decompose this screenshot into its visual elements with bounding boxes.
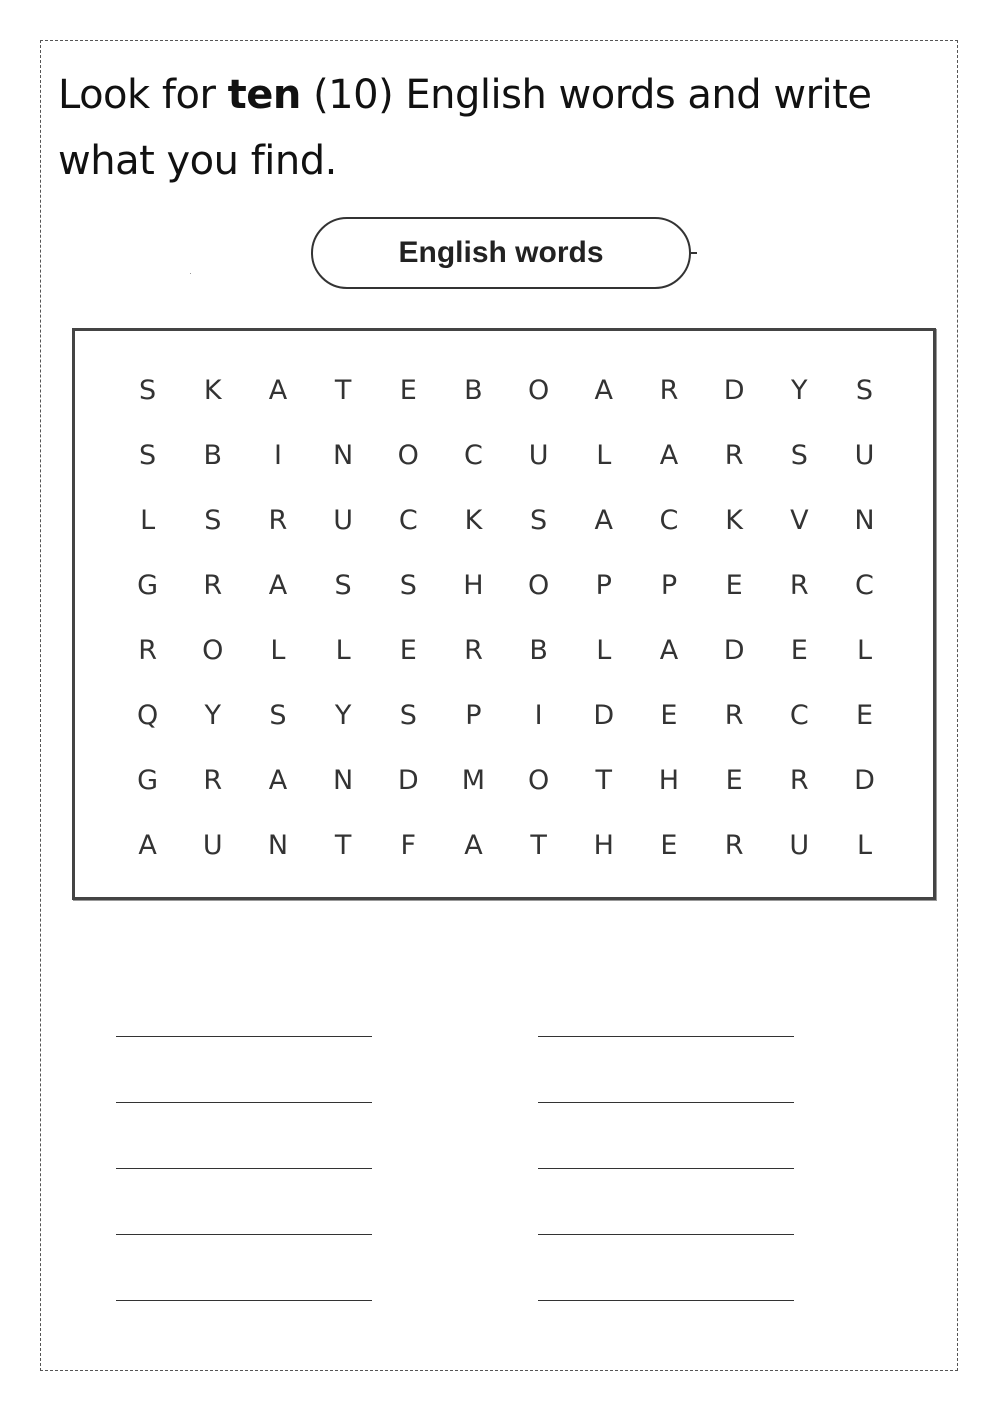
answer-line[interactable]	[116, 1168, 372, 1169]
grid-letter: B	[529, 635, 548, 666]
grid-letter: T	[334, 375, 352, 406]
grid-letter: A	[268, 765, 288, 796]
answer-line[interactable]	[116, 1300, 372, 1301]
grid-letter: E	[725, 570, 743, 601]
grid-letter: R	[724, 700, 744, 731]
grid-row	[115, 683, 897, 748]
grid-letter: S	[399, 570, 417, 601]
grid-row	[115, 358, 897, 423]
grid-letter: I	[273, 440, 282, 471]
grid-letter: R	[659, 375, 679, 406]
grid-letter: T	[334, 830, 352, 861]
grid-letter: V	[790, 505, 809, 536]
grid-letter: R	[203, 765, 223, 796]
grid-letter: E	[855, 700, 873, 731]
grid-letter: U	[202, 830, 223, 861]
grid-letter: H	[463, 570, 484, 601]
grid-letter: K	[725, 505, 743, 536]
instructions-post: (10) English words and write what you find.	[58, 72, 872, 184]
grid-letter: O	[202, 635, 224, 666]
instructions-pre: Look for	[58, 72, 228, 118]
grid-letter: C	[464, 440, 483, 471]
grid-letter: Y	[204, 700, 221, 731]
grid-letter: E	[399, 635, 417, 666]
grid-letter: A	[659, 440, 679, 471]
grid-letter: K	[203, 375, 222, 406]
answer-line[interactable]	[116, 1234, 372, 1235]
grid-letter: D	[593, 700, 615, 731]
grid-letter: S	[790, 440, 808, 471]
grid-letter: R	[203, 570, 223, 601]
wordbox-title-banner	[311, 217, 691, 289]
grid-row	[115, 553, 897, 618]
answer-line[interactable]	[538, 1168, 794, 1169]
grid-letter: Q	[136, 700, 159, 731]
grid-letter: S	[855, 375, 874, 406]
grid-letter: U	[789, 830, 810, 861]
grid-letter: Y	[791, 375, 808, 406]
grid-letter: O	[527, 765, 550, 796]
grid-letter: D	[854, 765, 875, 796]
banner-tick-mark	[691, 252, 697, 254]
grid-letter: T	[595, 765, 613, 796]
grid-letter: O	[397, 440, 419, 471]
grid-letter: D	[397, 765, 419, 796]
grid-letter: I	[534, 700, 543, 731]
grid-letter: E	[725, 765, 743, 796]
grid-letter: N	[267, 830, 289, 861]
grid-letter: L	[856, 830, 872, 861]
grid-letter: N	[854, 505, 875, 536]
grid-letter: G	[137, 765, 159, 796]
grid-letter: E	[660, 830, 678, 861]
grid-row	[115, 618, 897, 683]
grid-letter: R	[724, 830, 744, 861]
answer-line[interactable]	[116, 1036, 372, 1037]
word-search-grid	[115, 358, 897, 878]
grid-letter: U	[528, 440, 549, 471]
grid-letter: H	[593, 830, 614, 861]
grid-letter: E	[660, 700, 678, 731]
stray-dot	[190, 273, 191, 274]
grid-row	[115, 748, 897, 813]
grid-letter: A	[138, 830, 157, 861]
grid-letter: L	[596, 635, 612, 666]
grid-letter: R	[138, 635, 157, 666]
answer-line[interactable]	[538, 1234, 794, 1235]
grid-letter: N	[333, 765, 354, 796]
grid-letter: G	[137, 570, 159, 601]
grid-letter: P	[660, 570, 678, 601]
grid-letter: L	[856, 635, 872, 666]
grid-letter: P	[465, 700, 482, 731]
grid-letter: E	[790, 635, 808, 666]
grid-letter: C	[789, 700, 809, 731]
grid-letter: S	[139, 440, 157, 471]
grid-letter: S	[334, 570, 352, 601]
grid-letter: B	[203, 440, 223, 471]
grid-letter: A	[659, 635, 679, 666]
grid-letter: A	[594, 505, 614, 536]
grid-letter: A	[268, 570, 288, 601]
grid-letter: E	[399, 375, 417, 406]
grid-letter: S	[204, 505, 222, 536]
grid-letter: A	[594, 375, 614, 406]
grid-letter: D	[723, 375, 745, 406]
answer-line[interactable]	[538, 1036, 794, 1037]
grid-letter: L	[596, 440, 612, 471]
instructions-text	[58, 62, 918, 194]
grid-letter: R	[724, 440, 744, 471]
grid-letter: S	[399, 700, 417, 731]
grid-row	[115, 813, 897, 878]
grid-letter: L	[140, 505, 156, 536]
grid-letter: N	[333, 440, 354, 471]
grid-letter: R	[789, 570, 809, 601]
grid-letter: U	[333, 505, 353, 536]
grid-letter: L	[335, 635, 351, 666]
grid-letter: S	[269, 700, 287, 731]
grid-letter: F	[400, 830, 417, 861]
grid-letter: Y	[334, 700, 352, 731]
instructions-bold-count: ten	[227, 72, 301, 118]
grid-letter: S	[139, 375, 157, 406]
grid-letter: O	[527, 375, 550, 406]
grid-letter: U	[854, 440, 875, 471]
grid-letter: M	[461, 765, 486, 796]
grid-letter: B	[464, 375, 483, 406]
grid-row	[115, 488, 897, 553]
grid-letter: C	[398, 505, 418, 536]
answer-line[interactable]	[538, 1300, 794, 1301]
grid-letter: S	[530, 505, 548, 536]
answer-line[interactable]	[116, 1102, 372, 1103]
grid-letter: T	[530, 830, 547, 861]
grid-letter: H	[658, 765, 680, 796]
grid-row	[115, 423, 897, 488]
grid-letter: D	[723, 635, 745, 666]
grid-letter: C	[659, 505, 679, 536]
grid-letter: R	[464, 635, 483, 666]
answer-line[interactable]	[538, 1102, 794, 1103]
grid-letter: C	[855, 570, 874, 601]
grid-letter: A	[268, 375, 288, 406]
grid-letter: O	[527, 570, 550, 601]
grid-letter: R	[268, 505, 288, 536]
grid-letter: R	[789, 765, 809, 796]
wordbox-title: English words	[398, 236, 604, 269]
grid-letter: A	[464, 830, 483, 861]
grid-letter: P	[595, 570, 612, 601]
grid-letter: K	[464, 505, 483, 536]
grid-letter: L	[270, 635, 286, 666]
